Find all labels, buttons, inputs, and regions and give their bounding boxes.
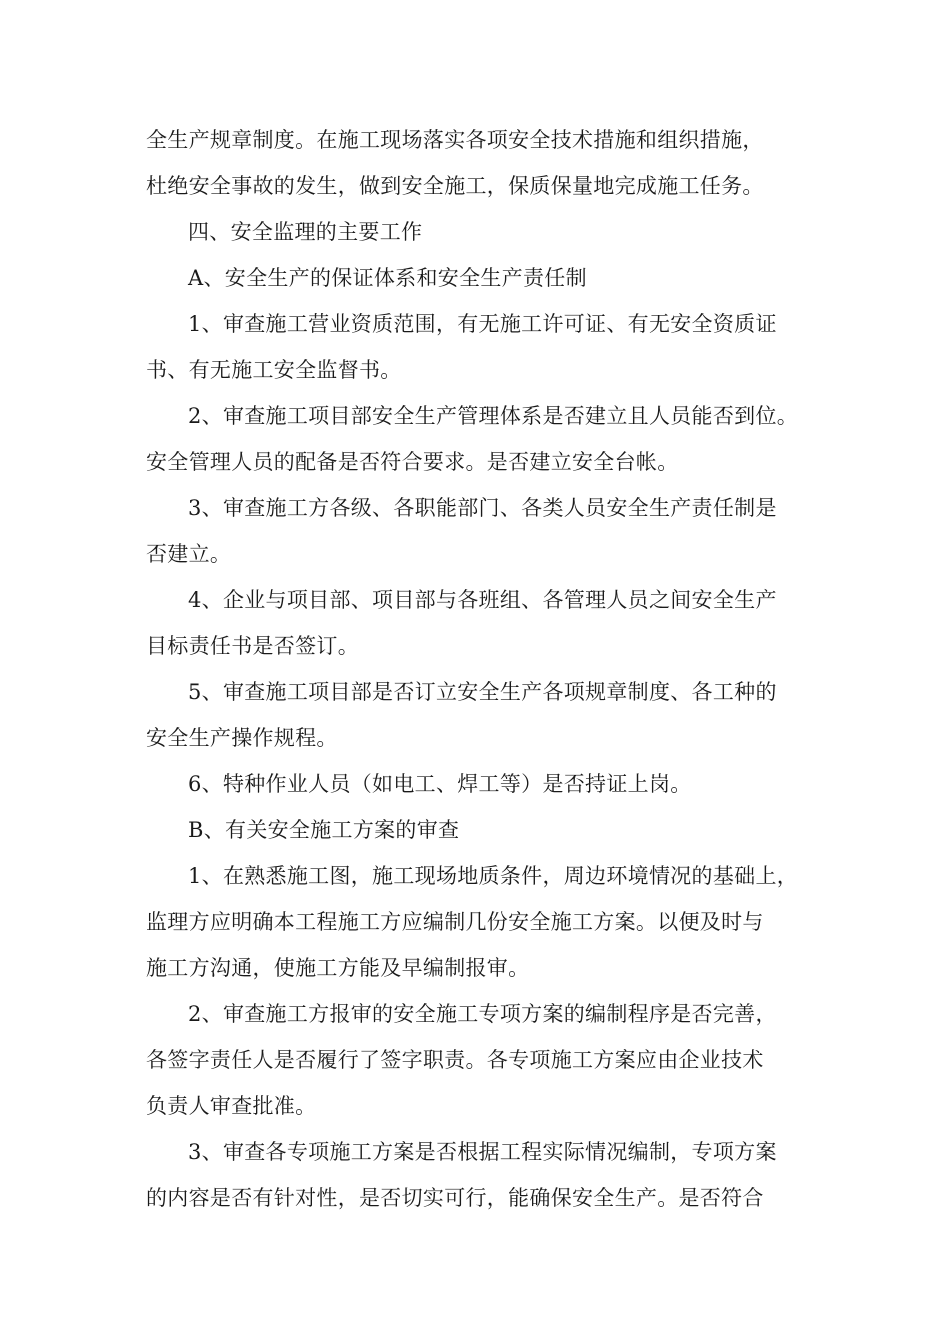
text-line: 书、有无施工安全监督书。 xyxy=(146,358,402,382)
text-line: 3、审查各专项施工方案是否根据工程实际情况编制，专项方案 xyxy=(188,1140,777,1164)
text-line: 1、在熟悉施工图，施工现场地质条件，周边环境情况的基础上， xyxy=(188,864,799,888)
text-line: 目标责任书是否签订。 xyxy=(146,634,359,658)
text-line: 监理方应明确本工程施工方应编制几份安全施工方案。以便及时与 xyxy=(146,910,764,934)
text-line: 4、企业与项目部、项目部与各班组、各管理人员之间安全生产 xyxy=(188,588,777,612)
text-line: 6、特种作业人员（如电工、焊工等）是否持证上岗。 xyxy=(188,772,692,796)
text-line: 1、审查施工营业资质范围，有无施工许可证、有无安全资质证 xyxy=(188,312,777,336)
text-line: 施工方沟通，使施工方能及早编制报审。 xyxy=(146,956,530,980)
text-line: 负责人审查批准。 xyxy=(146,1094,317,1118)
text-line: 的内容是否有针对性，是否切实可行，能确保安全生产。是否符合 xyxy=(146,1186,764,1210)
text-line: 全生产规章制度。在施工现场落实各项安全技术措施和组织措施， xyxy=(146,128,764,152)
text-line: 否建立。 xyxy=(146,542,232,566)
text-line: 2、审查施工方报审的安全施工专项方案的编制程序是否完善， xyxy=(188,1002,777,1026)
text-line: 3、审查施工方各级、各职能部门、各类人员安全生产责任制是 xyxy=(188,496,777,520)
text-line: 各签字责任人是否履行了签字职责。各专项施工方案应由企业技术 xyxy=(146,1048,764,1072)
document-body xyxy=(146,117,826,1221)
text-line: 杜绝安全事故的发生，做到安全施工，保质保量地完成施工任务。 xyxy=(146,174,764,198)
text-line: 四、安全监理的主要工作 xyxy=(188,220,423,244)
text-line: A、安全生产的保证体系和安全生产责任制 xyxy=(188,266,587,290)
text-line: 安全管理人员的配备是否符合要求。是否建立安全台帐。 xyxy=(146,450,679,474)
text-line: 5、审查施工项目部是否订立安全生产各项规章制度、各工种的 xyxy=(188,680,777,704)
text-line: 安全生产操作规程。 xyxy=(146,726,338,750)
text-line: 2、审查施工项目部安全生产管理体系是否建立且人员能否到位。 xyxy=(188,404,799,428)
text-line: B、有关安全施工方案的审查 xyxy=(188,818,460,842)
